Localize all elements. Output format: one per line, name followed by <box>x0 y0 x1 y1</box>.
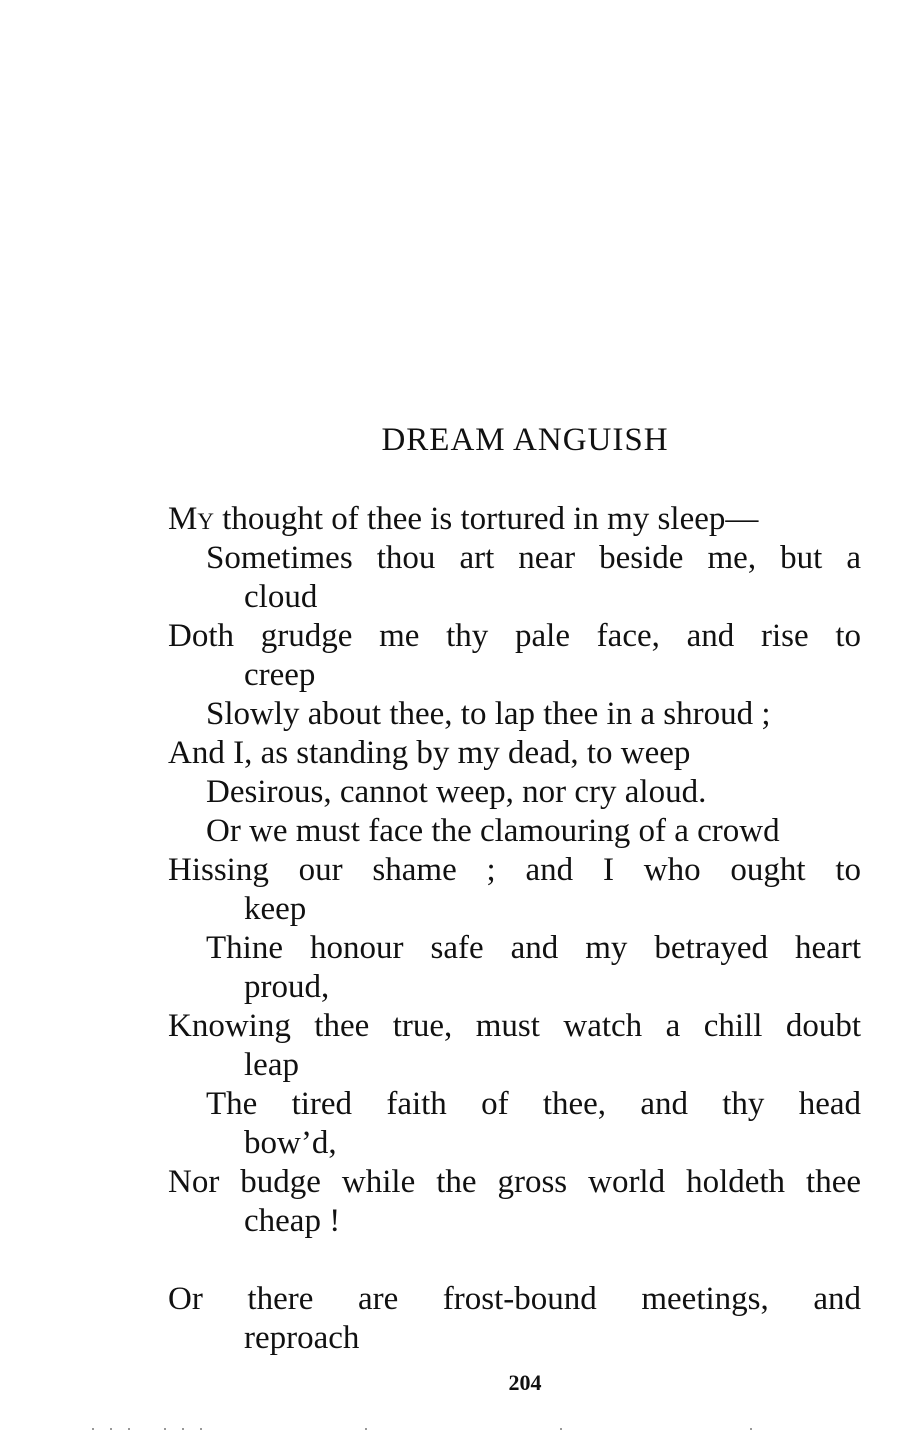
poem-line: Or there are frost-bound meetings, and <box>168 1281 861 1317</box>
poem-line: Knowing thee true, must watch a chill doubt <box>168 1008 861 1044</box>
poem-line-text: thought of thee is tortured in my sleep— <box>213 501 759 537</box>
scan-speck <box>110 1428 112 1430</box>
poem-line: Hissing our shame ; and I who ought to <box>168 852 861 888</box>
poem-line: The tired faith of thee, and thy head <box>206 1086 861 1122</box>
poem-line: bow’d, <box>244 1125 337 1161</box>
scan-speck <box>365 1428 367 1430</box>
scan-speck <box>164 1428 166 1430</box>
scan-speck <box>128 1428 130 1430</box>
poem-line: Doth grudge me thy pale face, and rise to <box>168 618 861 654</box>
scan-speck <box>560 1428 562 1430</box>
scan-speck <box>92 1428 94 1430</box>
poem-line <box>168 500 861 539</box>
poem-line: creep <box>244 657 316 693</box>
stanza-gap <box>168 1241 861 1280</box>
poem-line: Sometimes thou art near beside me, but a <box>206 540 861 576</box>
poem-line: Or we must face the clamouring of a crowd <box>206 813 780 849</box>
poem-line: Nor budge while the gross world holdeth thee <box>168 1164 861 1200</box>
poem-line: reproach <box>244 1320 360 1356</box>
poem-line: Desirous, cannot weep, nor cry aloud. <box>206 774 707 810</box>
drop-word: My <box>168 501 214 537</box>
scan-speck <box>750 1428 752 1430</box>
poem-line: keep <box>244 891 307 927</box>
poem-line: cloud <box>244 579 318 615</box>
poem-line: cheap ! <box>244 1203 341 1239</box>
scan-speck <box>200 1428 202 1430</box>
poem-line: Slowly about thee, to lap thee in a shroud ; <box>206 696 771 732</box>
poem-title: DREAM ANGUISH <box>381 422 669 458</box>
poem-line: leap <box>244 1047 299 1083</box>
poem-line: proud, <box>244 969 330 1005</box>
poem-line: Thine honour safe and my betrayed heart <box>206 930 861 966</box>
poem-body <box>168 500 861 1358</box>
poem-line: And I, as standing by my dead, to weep <box>168 735 691 771</box>
page-number: 204 <box>508 1370 542 1395</box>
scan-speck <box>182 1428 184 1430</box>
